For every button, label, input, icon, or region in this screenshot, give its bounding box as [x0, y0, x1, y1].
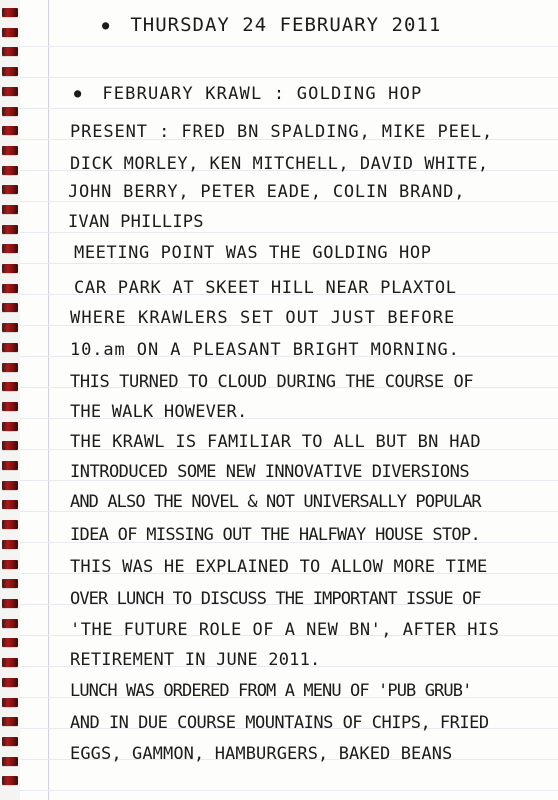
- entry-line: THE KRAWL IS FAMILIAR TO ALL BUT BN HAD: [70, 432, 481, 452]
- entry-line: AND IN DUE COURSE MOUNTAINS OF CHIPS, FRIED: [70, 713, 489, 733]
- entry-date: THURSDAY 24 FEBRUARY 2011: [130, 14, 442, 36]
- entry-line: 10.am ON A PLEASANT BRIGHT MORNING.: [70, 340, 460, 360]
- bullet-icon: ●: [102, 18, 110, 32]
- entry-line: THIS TURNED TO CLOUD DURING THE COURSE OF: [70, 372, 474, 392]
- entry-line: IDEA OF MISSING OUT THE HALFWAY HOUSE STOP.: [70, 525, 480, 545]
- entry-line: RETIREMENT IN JUNE 2011.: [70, 650, 321, 670]
- entry-line: LUNCH WAS ORDERED FROM A MENU OF 'PUB GRUB': [70, 681, 472, 701]
- date-bullet-line: [102, 14, 441, 36]
- entry-line: MEETING POINT WAS THE GOLDING HOP: [74, 243, 432, 263]
- entry-line: JOHN BERRY, PETER EADE, COLIN BRAND,: [68, 182, 466, 202]
- entry-title-line: [74, 84, 423, 104]
- entry-line: WHERE KRAWLERS SET OUT JUST BEFORE: [70, 308, 456, 328]
- entry-line: 'THE FUTURE ROLE OF A NEW BN', AFTER HIS: [70, 620, 500, 640]
- entry-title: FEBRUARY KRAWL : GOLDING HOP: [102, 84, 423, 104]
- entry-line: DICK MORLEY, KEN MITCHELL, DAVID WHITE,: [70, 154, 489, 174]
- entry-line: CAR PARK AT SKEET HILL NEAR PLAXTOL: [74, 278, 457, 298]
- bullet-icon: ●: [74, 86, 82, 100]
- entry-line: INTRODUCED SOME NEW INNOVATIVE DIVERSIONS: [70, 462, 470, 482]
- entry-line: THIS WAS HE EXPLAINED TO ALLOW MORE TIME: [70, 557, 488, 577]
- entry-line: IVAN PHILLIPS: [68, 212, 204, 232]
- entry-line: OVER LUNCH TO DISCUSS THE IMPORTANT ISSUE OF: [70, 589, 481, 609]
- entry-line: AND ALSO THE NOVEL & NOT UNIVERSALLY POPULAR: [70, 492, 481, 512]
- entry-line: THE WALK HOWEVER.: [70, 402, 248, 422]
- entry-line: EGGS, GAMMON, HAMBURGERS, BAKED BEANS: [70, 744, 453, 764]
- entry-line: PRESENT : FRED BN SPALDING, MIKE PEEL,: [70, 122, 494, 142]
